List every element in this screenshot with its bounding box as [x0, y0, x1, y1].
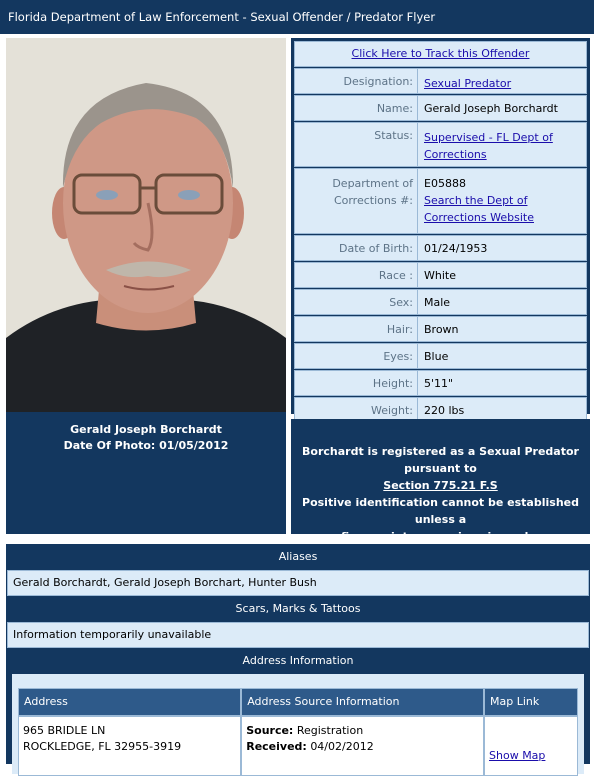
- page-title: Florida Department of Law Enforcement - Sexual Offender / Predator Flyer: [8, 10, 436, 24]
- status-link-line1: Supervised - FL Dept of: [424, 131, 553, 144]
- source-column: [241, 688, 484, 776]
- aliases-heading: Aliases: [278, 550, 318, 563]
- dob-value: 01/24/1953: [417, 235, 587, 261]
- details-panel: [6, 544, 590, 764]
- address-city: ROCKLEDGE, FL 32955-3919: [23, 740, 182, 753]
- show-map-link[interactable]: Show Map: [489, 749, 546, 762]
- address-column-header: Address: [18, 688, 241, 716]
- map-column: [484, 688, 578, 776]
- notice-line2: Positive identification cannot be established unless a: [302, 496, 579, 526]
- designation-link[interactable]: Sexual Predator: [424, 77, 512, 90]
- dob-row: [294, 235, 587, 261]
- notice-line1: Borchardt is registered as a Sexual Predator pursuant to: [302, 445, 579, 475]
- map-column-header: Map Link: [484, 688, 578, 716]
- hair-label: Hair:: [294, 316, 417, 342]
- name-label: Name:: [294, 95, 417, 121]
- received-label: Received:: [246, 740, 307, 753]
- designation-label: Designation:: [294, 68, 417, 94]
- doc-row: [294, 168, 587, 234]
- source-column-header: Address Source Information: [241, 688, 484, 716]
- photo-name: Gerald Joseph Borchardt: [70, 423, 222, 436]
- address-street: 965 BRIDLE LN: [23, 724, 106, 737]
- address-column: [18, 688, 241, 776]
- notice-line3: fingerprint comparison is made.: [340, 530, 541, 543]
- sex-value: Male: [417, 289, 587, 315]
- address-heading: Address Information: [242, 654, 354, 667]
- eyes-value: Blue: [417, 343, 587, 369]
- doc-search-link[interactable]: [424, 194, 534, 224]
- track-row: [294, 41, 587, 67]
- sex-label: Sex:: [294, 289, 417, 315]
- weight-value: 220 lbs: [417, 397, 587, 423]
- scars-value: Information temporarily unavailable: [7, 622, 589, 648]
- height-row: [294, 370, 587, 396]
- name-value: Gerald Joseph Borchardt: [417, 95, 587, 121]
- race-label: Race :: [294, 262, 417, 288]
- address-table-wrap: [12, 674, 584, 774]
- race-row: [294, 262, 587, 288]
- track-offender-link[interactable]: Click Here to Track this Offender: [351, 47, 530, 60]
- page-header: [0, 0, 594, 34]
- doc-number: E05888: [424, 177, 466, 190]
- status-link[interactable]: [424, 131, 553, 161]
- dob-label: Date of Birth:: [294, 235, 417, 261]
- status-label: Status:: [294, 122, 417, 167]
- photo-panel: [6, 38, 286, 534]
- status-link-line2: Corrections: [424, 148, 487, 161]
- doc-label-line1: Department of: [332, 177, 413, 190]
- address-table: [18, 688, 578, 776]
- sex-row: [294, 289, 587, 315]
- height-label: Height:: [294, 370, 417, 396]
- height-value: 5'11": [417, 370, 587, 396]
- photo-date: Date Of Photo: 01/05/2012: [63, 439, 229, 452]
- photo-caption: [6, 422, 286, 454]
- map-cell: [484, 716, 578, 776]
- hair-value: Brown: [417, 316, 587, 342]
- name-row: [294, 95, 587, 121]
- source-value: Registration: [296, 724, 364, 737]
- race-value: White: [417, 262, 587, 288]
- weight-label: Weight:: [294, 397, 417, 423]
- hair-row: [294, 316, 587, 342]
- received-value: 04/02/2012: [310, 740, 374, 753]
- doc-label-line2: Corrections #:: [333, 194, 413, 207]
- statute-link[interactable]: Section 775.21 F.S: [383, 479, 498, 492]
- doc-link-line1: Search the Dept of: [424, 194, 528, 207]
- status-row: [294, 122, 587, 167]
- offender-info-table: [291, 38, 590, 417]
- doc-link-line2: Corrections Website: [424, 211, 534, 224]
- doc-label: [294, 168, 417, 234]
- source-cell: [241, 716, 484, 776]
- source-label: Source:: [246, 724, 294, 737]
- address-cell: [18, 716, 241, 776]
- offender-photo: [6, 38, 286, 412]
- registration-notice: [291, 419, 590, 543]
- aliases-value: Gerald Borchardt, Gerald Joseph Borchart, Hunter Bush: [7, 570, 589, 596]
- eyes-row: [294, 343, 587, 369]
- designation-row: [294, 68, 587, 94]
- eyes-label: Eyes:: [294, 343, 417, 369]
- scars-heading: Scars, Marks & Tattoos: [235, 602, 361, 615]
